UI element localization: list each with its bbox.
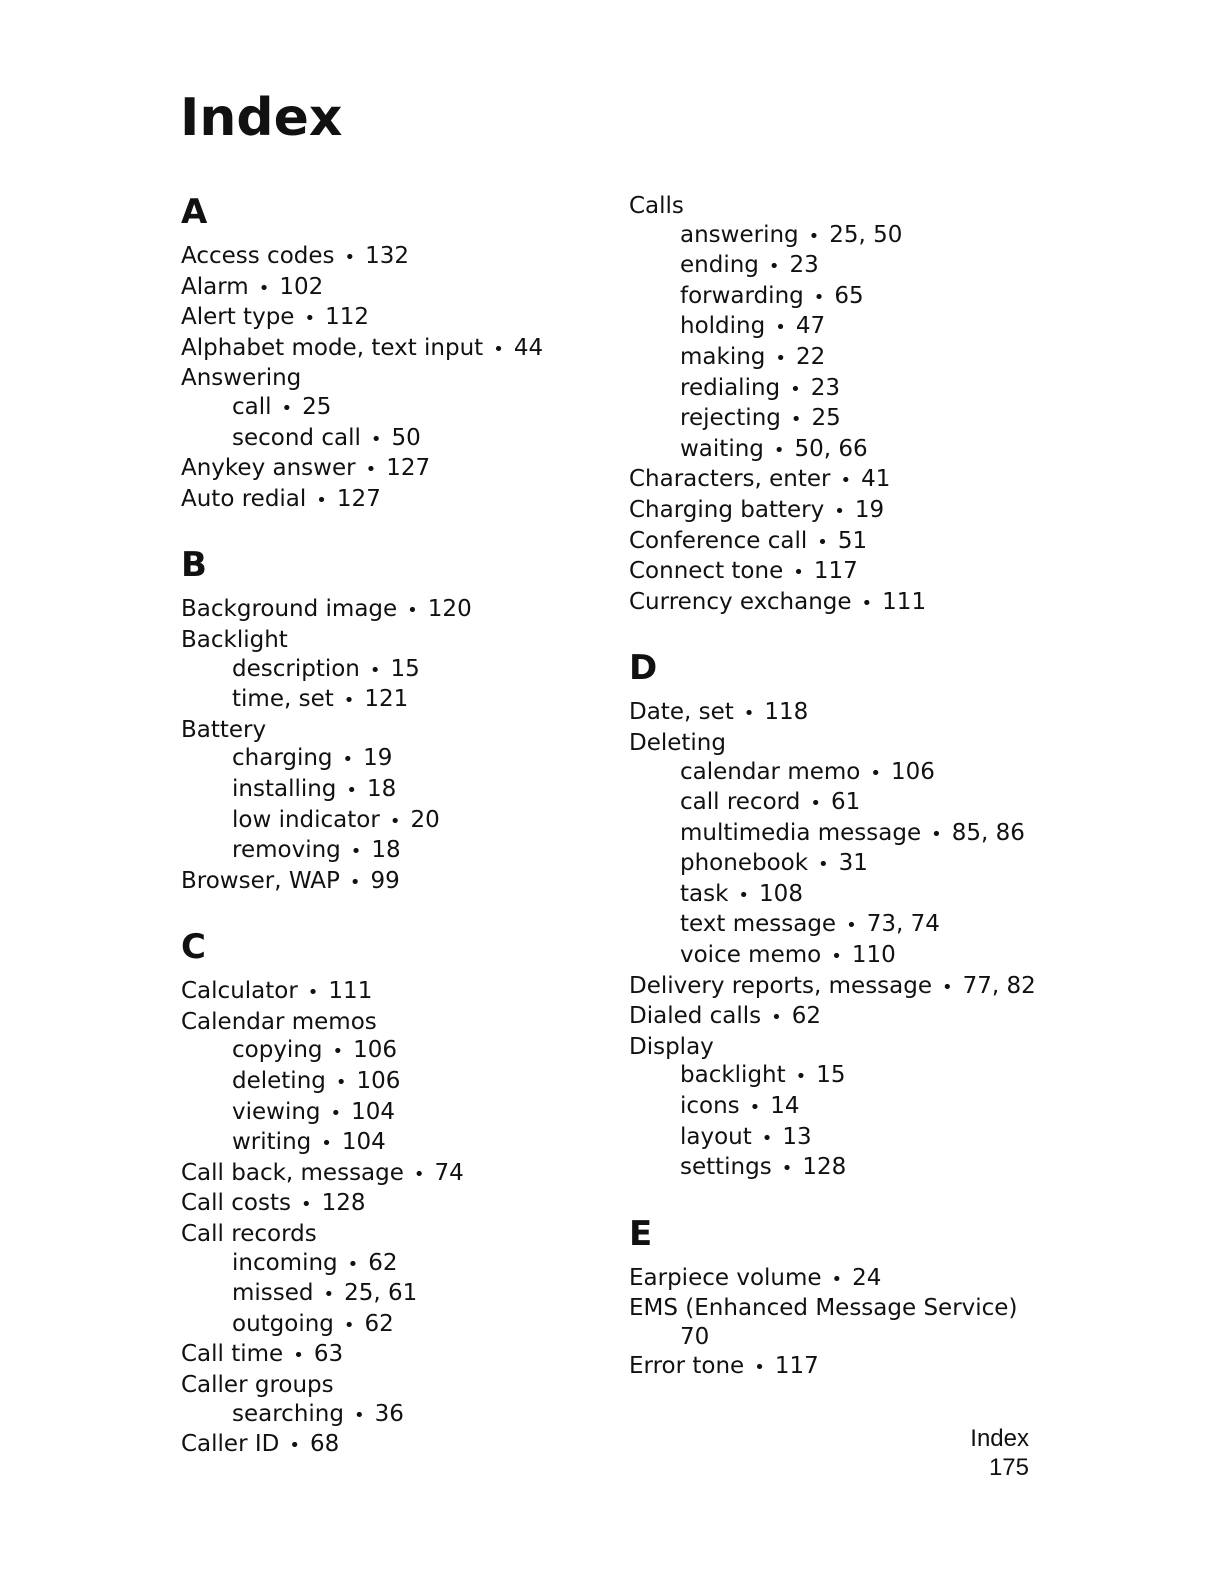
entry-term: Conference call: [629, 527, 808, 554]
index-section: [181, 543, 641, 897]
entry-term: Caller groups: [181, 1372, 334, 1398]
index-entry: [629, 496, 1089, 527]
index-entry: [629, 972, 1089, 1003]
bullet-separator: •: [407, 600, 418, 622]
index-subentry: [629, 1092, 1089, 1123]
index-entry: [629, 1264, 1089, 1295]
index-subentry: [629, 1123, 1089, 1154]
entry-pages: 99: [370, 867, 400, 894]
index-entry: [629, 1002, 1089, 1033]
index-subentry: [629, 435, 1089, 466]
bullet-separator: •: [289, 1435, 300, 1457]
entry-pages: 50, 66: [794, 435, 868, 462]
entry-pages: 117: [774, 1352, 819, 1379]
entry-pages: 118: [764, 699, 809, 726]
bullet-separator: •: [323, 1284, 335, 1306]
entry-term: multimedia message: [680, 819, 922, 846]
bullet-separator: •: [258, 277, 270, 299]
index-subentry: [629, 910, 1089, 941]
index-entry: [181, 595, 641, 626]
bullet-separator: •: [281, 397, 293, 419]
bullet-separator: •: [389, 810, 401, 832]
bullet-separator: •: [790, 409, 802, 431]
bullet-separator: •: [931, 823, 942, 845]
entry-term: task: [680, 880, 729, 907]
entry-pages: 132: [365, 243, 410, 269]
entry-term: Error tone: [629, 1352, 745, 1379]
bullet-separator: •: [818, 854, 829, 876]
entry-pages: 62: [364, 1310, 394, 1337]
entry-pages: 121: [364, 686, 409, 713]
entry-pages: 41: [861, 466, 891, 493]
section-letter: C: [181, 927, 206, 968]
entry-term: phonebook: [680, 850, 809, 877]
entry-term: holding: [680, 313, 766, 340]
entry-pages: 128: [802, 1154, 847, 1181]
footer-label: Index: [970, 1425, 1029, 1452]
entry-pages: 127: [336, 485, 381, 512]
index-section: [629, 192, 1089, 618]
index-entry: [181, 1008, 641, 1037]
index-section: [181, 925, 641, 1461]
entry-term: Earpiece volume: [629, 1264, 822, 1291]
index-subentry: [181, 1400, 641, 1431]
index-subentry: [181, 655, 641, 686]
entry-term: deleting: [232, 1068, 326, 1095]
bullet-separator: •: [831, 946, 842, 968]
entry-term: Calculator: [181, 978, 298, 1005]
bullet-separator: •: [293, 1345, 304, 1367]
entry-term: removing: [232, 837, 341, 864]
index-subentry: [629, 849, 1089, 880]
entry-pages: 15: [390, 655, 420, 682]
entry-pages: 73, 74: [866, 911, 940, 938]
entry-term: Battery: [181, 716, 267, 743]
index-entry: [629, 1352, 1089, 1383]
entry-term: settings: [680, 1154, 772, 1181]
bullet-separator: •: [330, 1102, 342, 1124]
entry-term: EMS (Enhanced Message Service): [629, 1295, 1018, 1322]
index-entry: [181, 867, 641, 898]
entry-term: Currency exchange: [629, 588, 852, 615]
bullet-separator: •: [817, 531, 828, 553]
bullet-separator: •: [861, 592, 873, 614]
index-entry: [629, 557, 1089, 588]
entry-term: Background image: [181, 596, 398, 623]
index-entry: [181, 1159, 641, 1190]
entry-term: Alert type: [181, 304, 295, 331]
entry-pages: 15: [816, 1062, 846, 1089]
index-entry: [181, 273, 641, 304]
index-subentry: [181, 775, 641, 806]
entry-pages: 120: [427, 596, 472, 623]
bullet-separator: •: [749, 1097, 761, 1119]
entry-term: Date, set: [629, 699, 734, 726]
index-entry: [181, 242, 641, 273]
page-title: Index: [180, 88, 343, 148]
index-subentry: [181, 1279, 641, 1310]
entry-pages: 128: [321, 1190, 366, 1217]
bullet-separator: •: [781, 1158, 793, 1180]
bullet-separator: •: [300, 1194, 312, 1216]
bullet-separator: •: [795, 1066, 807, 1088]
index-entry: [181, 1189, 641, 1220]
index-column-left: [181, 190, 641, 1461]
bullet-separator: •: [738, 884, 750, 906]
bullet-separator: •: [353, 1404, 365, 1426]
entry-term: Auto redial: [181, 485, 307, 512]
index-entry: [629, 729, 1089, 758]
entry-pages: 61: [830, 789, 861, 816]
bullet-separator: •: [942, 976, 953, 998]
bullet-separator: •: [846, 915, 857, 937]
index-section: [629, 646, 1089, 1184]
bullet-separator: •: [304, 308, 316, 330]
entry-term: text message: [680, 911, 837, 938]
index-entry: [181, 303, 641, 334]
entry-term: copying: [232, 1037, 323, 1064]
entry-pages: 104: [341, 1129, 386, 1156]
bullet-separator: •: [761, 1127, 773, 1149]
entry-term: time, set: [232, 686, 334, 713]
entry-term: ending: [680, 252, 759, 279]
index-entry: [181, 1340, 641, 1371]
entry-term: Caller ID: [181, 1431, 280, 1458]
bullet-separator: •: [793, 562, 804, 584]
entry-term: Connect tone: [629, 558, 784, 585]
entry-term: Dialed calls: [629, 1003, 762, 1030]
index-subentry: [629, 1323, 1089, 1352]
index-subentry: [629, 880, 1089, 911]
index-section: [629, 1212, 1089, 1382]
entry-pages: 85, 86: [951, 819, 1025, 846]
entry-pages: 74: [434, 1159, 464, 1186]
entry-pages: 106: [890, 758, 935, 785]
bullet-separator: •: [771, 1007, 782, 1029]
entry-pages: 77, 82: [962, 972, 1036, 999]
bullet-separator: •: [754, 1356, 765, 1378]
index-subentry: [181, 685, 641, 716]
index-entry: [181, 334, 641, 365]
bullet-separator: •: [365, 459, 377, 481]
index-entry: [181, 1220, 641, 1249]
section-letter: D: [629, 648, 658, 689]
entry-pages: 112: [325, 304, 369, 331]
entry-term: Call costs: [181, 1190, 291, 1217]
index-entry: [181, 716, 641, 745]
entry-term: charging: [232, 745, 333, 772]
entry-term: searching: [232, 1400, 344, 1427]
entry-term: Calls: [629, 193, 684, 219]
entry-pages: 18: [371, 837, 401, 864]
entry-pages: 14: [770, 1093, 800, 1120]
index-subentry: [181, 1249, 641, 1280]
bullet-separator: •: [775, 347, 787, 369]
entry-term: Display: [629, 1033, 714, 1060]
entry-term: second call: [232, 424, 361, 451]
index-entry: [181, 626, 641, 655]
bullet-separator: •: [775, 317, 786, 339]
entry-pages: 18: [367, 775, 397, 802]
index-subentry: [181, 1310, 641, 1341]
entry-term: Deleting: [629, 729, 726, 756]
entry-term: low indicator: [232, 806, 380, 833]
entry-term: Browser, WAP: [181, 867, 340, 894]
entry-term: Access codes: [181, 243, 335, 269]
bullet-separator: •: [332, 1041, 344, 1063]
bullet-separator: •: [743, 703, 755, 725]
entry-term: outgoing: [232, 1310, 334, 1337]
bullet-separator: •: [346, 779, 358, 801]
entry-pages: 50: [391, 424, 421, 451]
entry-term: missed: [232, 1280, 314, 1307]
bullet-separator: •: [316, 489, 327, 511]
section-letter: E: [629, 1213, 653, 1254]
entry-pages: 108: [759, 880, 803, 907]
entry-term: waiting: [680, 435, 764, 462]
entry-pages: 104: [351, 1098, 396, 1125]
index-subentry: [181, 424, 641, 455]
entry-term: call: [232, 393, 272, 420]
index-subentry: [629, 819, 1089, 850]
entry-pages: 25: [302, 393, 332, 420]
bullet-separator: •: [369, 659, 381, 681]
bullet-separator: •: [768, 256, 780, 278]
entry-term: redialing: [680, 374, 781, 401]
bullet-separator: •: [347, 1253, 359, 1275]
bullet-separator: •: [350, 841, 362, 863]
index-entry: [629, 1294, 1089, 1323]
bullet-separator: •: [370, 428, 382, 450]
bullet-separator: •: [840, 470, 852, 492]
section-letter: B: [181, 545, 207, 586]
entry-pages: 36: [374, 1400, 404, 1427]
entry-pages: 62: [368, 1249, 398, 1276]
index-section: [181, 190, 641, 515]
entry-term: 70: [680, 1324, 710, 1350]
entry-term: Delivery reports, message: [629, 972, 932, 999]
index-entry: [181, 364, 641, 393]
entry-term: incoming: [232, 1249, 338, 1276]
index-subentry: [629, 404, 1089, 435]
bullet-separator: •: [810, 793, 821, 815]
bullet-separator: •: [321, 1133, 332, 1155]
index-entry: [181, 977, 641, 1008]
index-entry: [181, 454, 641, 485]
index-subentry: [181, 1067, 641, 1098]
entry-term: Charging battery: [629, 496, 825, 523]
bullet-separator: •: [349, 871, 361, 893]
index-subentry: [629, 221, 1089, 252]
bullet-separator: •: [773, 439, 785, 461]
entry-term: Alphabet mode, text input: [181, 334, 484, 361]
entry-term: answering: [680, 221, 799, 248]
entry-pages: 51: [837, 527, 868, 554]
index-subentry: [629, 374, 1089, 405]
bullet-separator: •: [344, 247, 356, 268]
index-subentry: [181, 744, 641, 775]
entry-term: Backlight: [181, 626, 288, 653]
entry-pages: 62: [791, 1003, 822, 1030]
entry-term: making: [680, 343, 766, 370]
entry-term: voice memo: [680, 942, 822, 969]
bullet-separator: •: [335, 1072, 347, 1094]
entry-term: viewing: [232, 1098, 321, 1125]
index-entry: [629, 588, 1089, 619]
page-number: 175: [988, 1454, 1029, 1481]
bullet-separator: •: [813, 286, 825, 308]
entry-pages: 20: [410, 806, 440, 833]
entry-term: Calendar memos: [181, 1008, 377, 1035]
index-subentry: [629, 941, 1089, 972]
index-entry: [629, 465, 1089, 496]
entry-pages: 19: [854, 496, 885, 523]
index-subentry: [629, 312, 1089, 343]
entry-pages: 44: [513, 334, 544, 361]
entry-pages: 117: [813, 558, 858, 585]
entry-term: Call time: [181, 1341, 284, 1368]
index-subentry: [629, 758, 1089, 789]
entry-pages: 23: [789, 252, 819, 279]
entry-pages: 106: [353, 1037, 398, 1064]
entry-pages: 111: [882, 588, 927, 615]
index-subentry: [629, 251, 1089, 282]
bullet-separator: •: [493, 338, 504, 360]
bullet-separator: •: [834, 500, 845, 522]
index-entry: [629, 192, 1089, 221]
entry-pages: 63: [313, 1341, 344, 1368]
entry-pages: 111: [328, 978, 373, 1005]
entry-pages: 127: [386, 455, 431, 482]
entry-term: layout: [680, 1123, 752, 1150]
index-subentry: [629, 282, 1089, 313]
entry-pages: 24: [852, 1264, 882, 1291]
entry-term: installing: [232, 775, 337, 802]
bullet-separator: •: [343, 690, 355, 712]
bullet-separator: •: [413, 1163, 425, 1185]
entry-term: forwarding: [680, 282, 804, 309]
page-footer: [970, 1424, 1029, 1482]
entry-term: backlight: [680, 1062, 786, 1089]
index-subentry: [181, 393, 641, 424]
entry-pages: 31: [838, 850, 868, 877]
entry-term: icons: [680, 1093, 740, 1120]
entry-term: calendar memo: [680, 758, 861, 785]
entry-pages: 102: [279, 273, 324, 300]
bullet-separator: •: [870, 762, 881, 784]
index-subentry: [181, 806, 641, 837]
entry-pages: 106: [356, 1068, 401, 1095]
index-entry: [629, 698, 1089, 729]
entry-pages: 19: [363, 745, 393, 772]
bullet-separator: •: [343, 1314, 355, 1336]
index-subentry: [181, 1098, 641, 1129]
bullet-separator: •: [307, 982, 319, 1004]
bullet-separator: •: [790, 378, 801, 400]
index-subentry: [629, 343, 1089, 374]
entry-term: Alarm: [181, 273, 249, 300]
bullet-separator: •: [808, 225, 820, 247]
index-subentry: [629, 1061, 1089, 1092]
index-subentry: [181, 1036, 641, 1067]
index-entry: [629, 1033, 1089, 1062]
index-column-right: [629, 192, 1089, 1382]
index-entry: [181, 1371, 641, 1400]
index-entry: [181, 1430, 641, 1461]
index-subentry: [181, 836, 641, 867]
entry-pages: 25: [811, 405, 841, 432]
entry-term: Call records: [181, 1221, 317, 1248]
index-subentry: [629, 788, 1089, 819]
bullet-separator: •: [831, 1268, 843, 1290]
bullet-separator: •: [342, 749, 354, 771]
index-subentry: [629, 1153, 1089, 1184]
section-letter: A: [181, 192, 208, 232]
entry-pages: 25, 61: [344, 1280, 418, 1307]
entry-term: Characters, enter: [629, 466, 831, 493]
entry-term: writing: [232, 1129, 312, 1156]
index-entry: [629, 527, 1089, 558]
entry-pages: 23: [810, 374, 841, 401]
entry-pages: 25, 50: [829, 221, 903, 248]
entry-pages: 68: [309, 1431, 340, 1458]
entry-pages: 47: [795, 313, 826, 340]
entry-pages: 13: [782, 1123, 812, 1150]
index-subentry: [181, 1128, 641, 1159]
entry-term: rejecting: [680, 405, 781, 432]
entry-term: description: [232, 655, 360, 682]
index-entry: [181, 485, 641, 516]
entry-pages: 22: [796, 343, 826, 370]
entry-term: Answering: [181, 365, 302, 392]
entry-term: Call back, message: [181, 1159, 404, 1186]
entry-term: Anykey answer: [181, 455, 356, 482]
entry-term: call record: [680, 789, 801, 816]
entry-pages: 110: [851, 942, 896, 969]
entry-pages: 65: [834, 282, 864, 309]
